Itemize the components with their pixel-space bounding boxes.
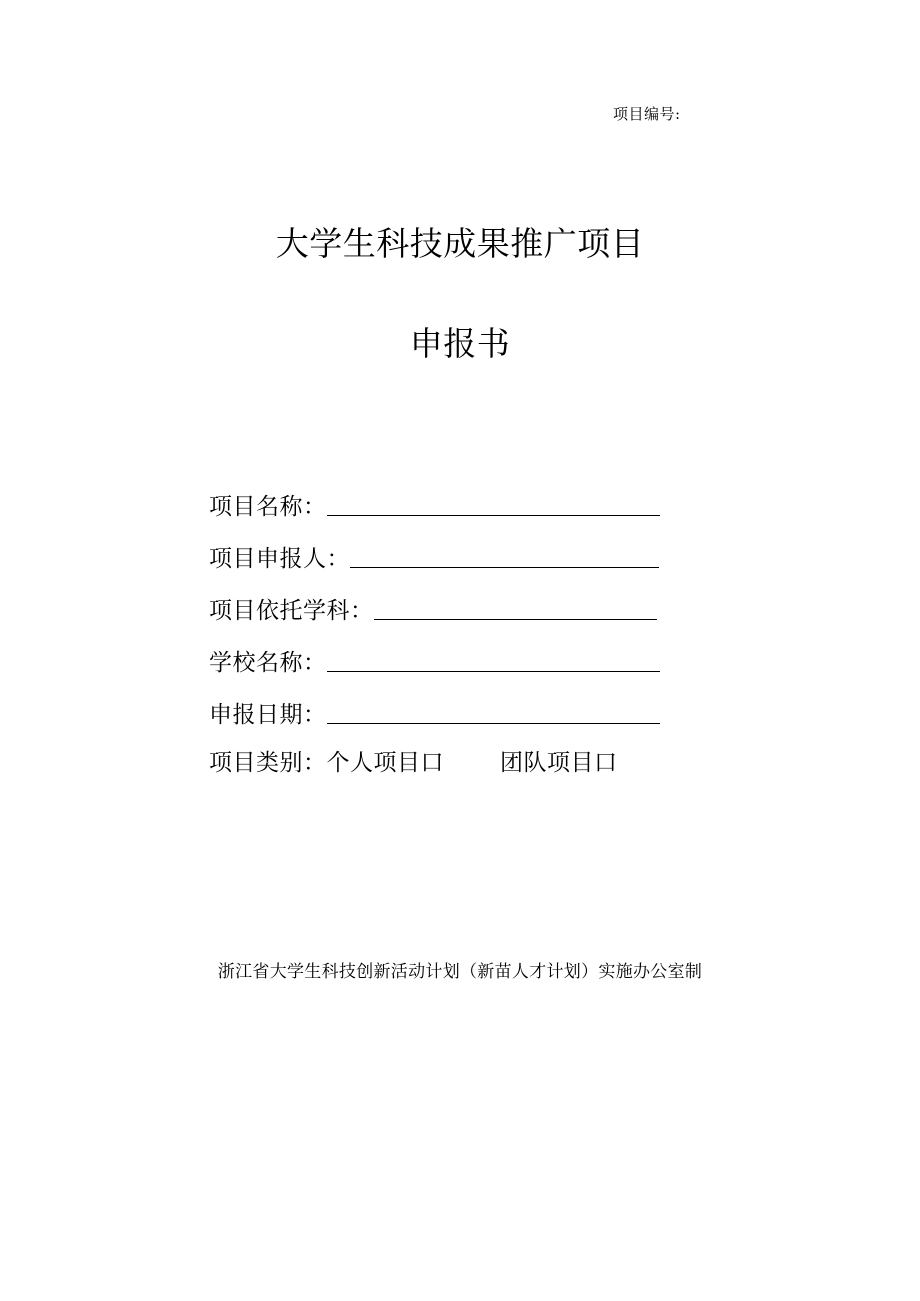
application-date-row — [209, 698, 660, 730]
issuer-footer: 浙江省大学生科技创新活动计划（新苗人才计划）实施办公室制 — [217, 962, 703, 982]
applicant-blank[interactable] — [350, 547, 659, 568]
discipline-blank[interactable] — [374, 599, 657, 620]
document-title: 大学生科技成果推广项目 — [275, 224, 645, 263]
discipline-row — [209, 594, 657, 626]
project-category-label: 项目类别： — [209, 750, 327, 776]
applicant-label: 项目申报人： — [209, 546, 350, 572]
school-name-row — [209, 646, 660, 678]
project-number-label: 项目编号: — [613, 105, 681, 123]
project-name-label: 项目名称： — [209, 494, 327, 520]
application-date-blank[interactable] — [327, 703, 660, 724]
document-subtitle: 申报书 — [409, 324, 511, 363]
project-name-row — [209, 490, 660, 522]
school-name-label: 学校名称： — [209, 650, 327, 676]
project-name-blank[interactable] — [327, 495, 660, 516]
school-name-blank[interactable] — [327, 651, 660, 672]
team-project-option[interactable]: 团队项目口 — [500, 750, 618, 776]
applicant-row — [209, 542, 659, 574]
individual-project-option[interactable]: 个人项目口 — [326, 750, 444, 776]
project-category-row — [209, 746, 618, 778]
discipline-label: 项目依托学科： — [209, 598, 374, 624]
application-date-label: 申报日期： — [209, 702, 327, 728]
